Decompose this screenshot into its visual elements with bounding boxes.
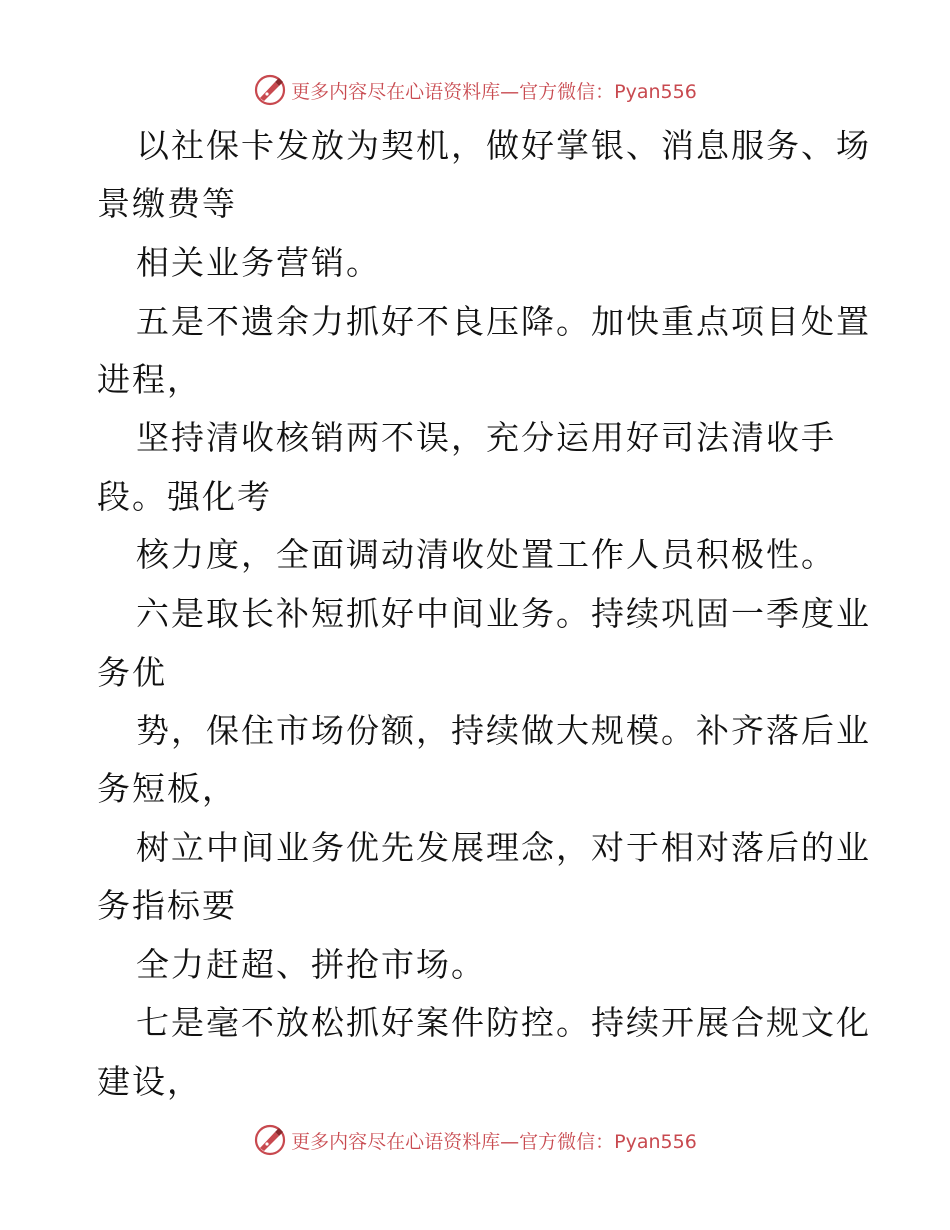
body-line: 七是毫不放松抓好案件防控。持续开展合规文化 <box>136 1003 871 1042</box>
body-line: 全力赶超、拼抢市场。 <box>136 945 486 984</box>
body-line: 以社保卡发放为契机，做好掌银、消息服务、场 <box>136 126 871 165</box>
pen-nib-logo-icon <box>253 1123 287 1157</box>
body-line: 段。强化考 <box>97 477 272 516</box>
body-line: 六是取长补短抓好中间业务。持续巩固一季度业 <box>136 594 871 633</box>
body-line: 进程， <box>97 360 202 399</box>
body-line: 务优 <box>97 653 167 692</box>
header-banner-text: 更多内容尽在心语资料库—官方微信：Pyan556 <box>291 80 697 103</box>
body-line: 建设， <box>97 1062 202 1101</box>
body-line: 势，保住市场份额，持续做大规模。补齐落后业 <box>136 711 871 750</box>
body-line: 核力度，全面调动清收处置工作人员积极性。 <box>136 535 836 574</box>
body-line: 坚持清收核销两不误，充分运用好司法清收手 <box>136 418 836 457</box>
body-line: 务指标要 <box>97 886 237 925</box>
body-line: 景缴费等 <box>97 184 237 223</box>
footer-banner <box>0 1120 950 1160</box>
body-line: 相关业务营销。 <box>136 243 381 282</box>
body-line: 五是不遗余力抓好不良压降。加快重点项目处置 <box>136 302 871 341</box>
body-line: 树立中间业务优先发展理念，对于相对落后的业 <box>136 828 871 867</box>
footer-banner-text: 更多内容尽在心语资料库—官方微信：Pyan556 <box>291 1130 697 1153</box>
body-line: 务短板， <box>97 769 237 808</box>
